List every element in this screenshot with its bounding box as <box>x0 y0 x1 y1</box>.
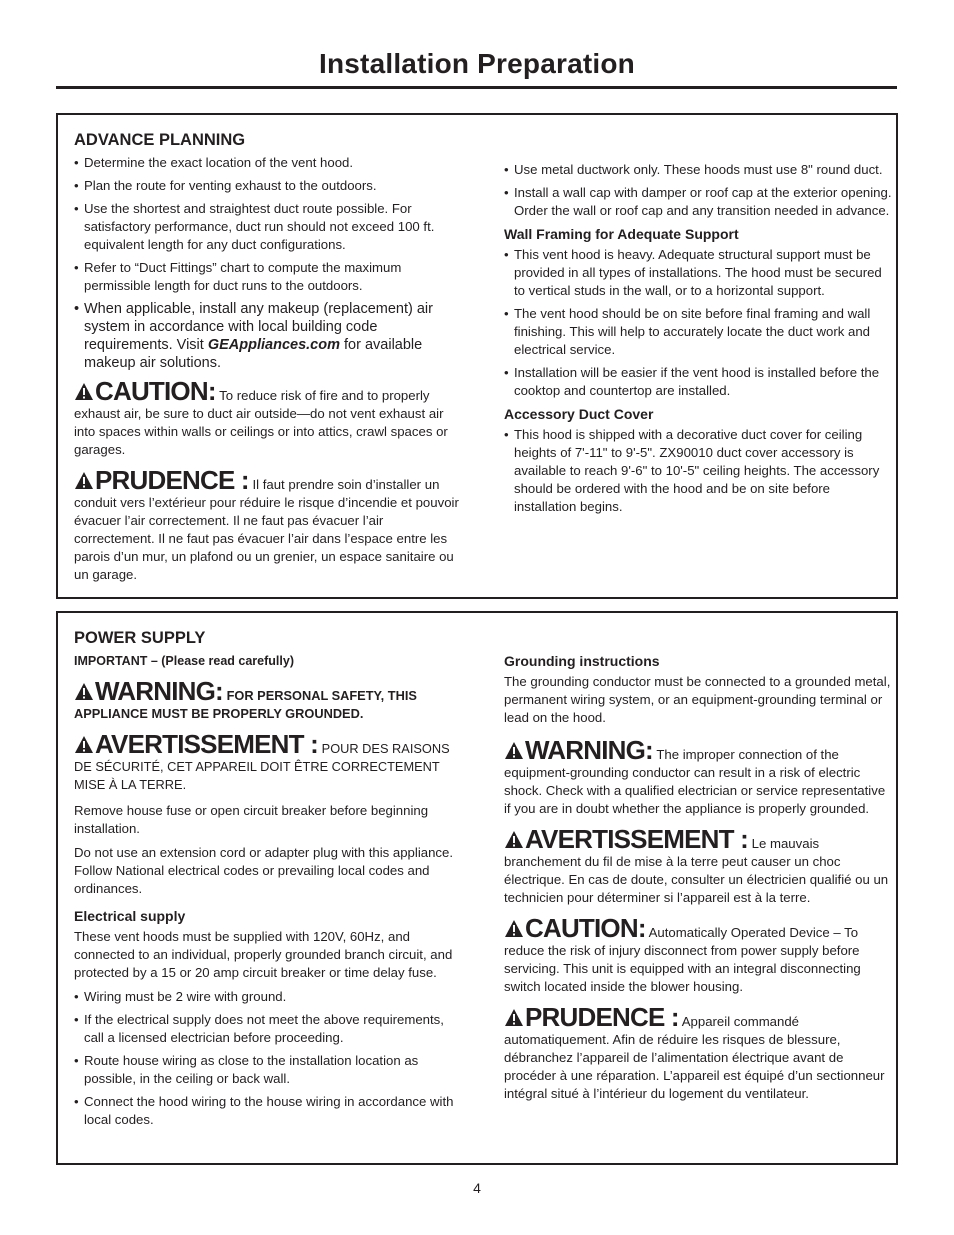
advance-planning-right-column <box>504 161 894 522</box>
prudence-text-2: Appareil commandé automatiquement. Afin de réduire les risques de blessure, débranchez l’appareil de l’alimentation électrique avant de procéder à une réparation. L’appareil est équipé d’un sectionneur intégral situé à l’intérieur du logement du ventilateur. <box>504 1014 885 1101</box>
caution-text-2: Automatically Operated Device – To reduce the risk of injury disconnect from power supply before servicing. This unit is equipped with an integral disconnecting switch located inside the blower housing. <box>504 925 861 994</box>
warning-triangle-icon <box>74 682 94 701</box>
wall-framing-list <box>504 246 894 400</box>
warning-triangle-icon <box>504 741 524 760</box>
list-item: • Install a wall cap with damper or roof cap at the exterior opening. Order the wall or roof cap and any transition needed in advance. <box>504 184 894 220</box>
warning-triangle-icon <box>504 830 524 849</box>
avertissement-text: POUR DES RAISONS DE SÉCURITÉ, CET APPAREIL DOIT ÊTRE CORRECTEMENT MISE À LA TERRE. <box>74 741 450 792</box>
list-item: • This hood is shipped with a decorative duct cover for ceiling heights of 7'-11" to 9'-5". ZX90010 duct cover accessory is available to reach 9'-6" to 10'-5" ceiling heights. The accessory should be ordered with the hood and be on site before installation begins. <box>504 426 894 516</box>
avertissement-label: AVERTISSEMENT : <box>74 729 318 759</box>
warning-triangle-icon <box>74 471 94 490</box>
page-title: Installation Preparation <box>319 48 635 79</box>
prudence-label: PRUDENCE : <box>74 465 249 495</box>
advance-planning-box <box>56 113 898 599</box>
important-note: IMPORTANT – (Please read carefully) <box>74 654 294 668</box>
accessory-duct-cover-heading: Accessory Duct Cover <box>504 406 654 422</box>
caution-label-2: CAUTION: <box>504 913 646 943</box>
avertissement-notice <box>74 731 464 794</box>
list-item: • Refer to “Duct Fittings” chart to compute the maximum permissible length for duct runs to the outdoors. <box>74 259 464 295</box>
duct-list <box>504 161 894 220</box>
paragraph: Do not use an extension cord or adapter plug with this appliance. Follow National electrical codes or prevailing local codes and ordinances. <box>74 845 454 896</box>
warning-triangle-icon <box>504 1008 524 1027</box>
list-item: • Use metal ductwork only. These hoods must use 8" round duct. <box>504 161 894 179</box>
avertissement-text-2: Le mauvais branchement du fil de mise à la terre peut causer un choc électrique. En cas de doute, consulter un électricien qualifié ou un technicien pour déterminer si l’appareil est à la terre. <box>504 836 889 905</box>
prudence-notice-2 <box>504 1004 894 1103</box>
advance-planning-left-column <box>74 131 464 592</box>
prudence-text: Il faut prendre soin d’installer un conduit vers l’extérieur pour réduire le risque d’incendie et pouvoir évacuer l’air correctement. Il ne faut pas évacuer l’air correctement. Il ne faut pas évacuer l’air dans l’espace entre les parois d’un mur, un plafond ou un grenier, un espace sanitaire ou un garage. <box>74 477 459 582</box>
electrical-supply-list <box>74 988 464 1129</box>
power-supply-right-column <box>504 653 894 1111</box>
grounding-heading: Grounding instructions <box>504 653 660 669</box>
advance-planning-heading: ADVANCE PLANNING <box>74 131 246 149</box>
power-supply-heading: POWER SUPPLY <box>74 629 206 647</box>
list-item: • Installation will be easier if the vent hood is installed before the cooktop and countertop are installed. <box>504 364 894 400</box>
title-rule <box>56 86 897 89</box>
warning-triangle-icon <box>504 919 524 938</box>
ge-appliances-link[interactable]: GEAppliances.com <box>207 337 340 353</box>
warning-triangle-icon <box>74 382 94 401</box>
warning-text-2: The improper connection of the equipment-grounding conductor can result in a risk of electric shock. Check with a qualified electrician or service representative if you are in doubt whether the appliance is properly grounded. <box>504 747 886 816</box>
list-item: • Determine the exact location of the vent hood. <box>74 154 464 172</box>
warning-text: FOR PERSONAL SAFETY, THIS APPLIANCE MUST BE PROPERLY GROUNDED. <box>74 688 417 721</box>
list-item: • The vent hood should be on site before final framing and wall finishing. This will help to accurately locate the duct work and electrical service. <box>504 305 894 359</box>
warning-notice <box>74 678 464 723</box>
electrical-supply-heading: Electrical supply <box>74 908 186 924</box>
paragraph: Remove house fuse or open circuit breaker before beginning installation. <box>74 803 429 836</box>
power-supply-left-column <box>74 629 464 1135</box>
page-number: 4 <box>473 1180 481 1196</box>
warning-notice-2 <box>504 737 894 818</box>
power-supply-box <box>56 611 898 1165</box>
grounding-text: The grounding conductor must be connected to a grounded metal, permanent wiring system, or an equipment-grounding terminal or lead on the hood. <box>504 674 891 725</box>
list-item: • Wiring must be 2 wire with ground. <box>74 988 464 1006</box>
avertissement-label-2: AVERTISSEMENT : <box>504 824 748 854</box>
warning-label: WARNING: <box>74 676 223 706</box>
caution-text: To reduce risk of fire and to properly exhaust air, be sure to duct air outside—do not vent exhaust air into spaces within walls or ceilings or into attics, crawl spaces or garages. <box>74 388 448 457</box>
makeup-air-text: When applicable, install any makeup (replacement) air system in accordance with local building code requirements. Visit <box>84 301 433 353</box>
prudence-notice <box>74 467 464 584</box>
list-item: • This vent hood is heavy. Adequate structural support must be provided in all types of installations. The hood must be secured to vertical studs in the wall, or to a horizontal support. <box>504 246 894 300</box>
accessory-duct-cover-list <box>504 426 894 516</box>
prudence-label-2: PRUDENCE : <box>504 1002 679 1032</box>
electrical-supply-text: These vent hoods must be supplied with 120V, 60Hz, and connected to an individual, properly grounded branch circuit, and protected by a 15 or 20 amp circuit breaker or time delay fuse. <box>74 929 453 980</box>
caution-notice-2 <box>504 915 894 996</box>
makeup-air-text-end: for available makeup air solutions. <box>84 337 423 371</box>
list-item: • Route house wiring as close to the installation location as possible, in the ceiling or back wall. <box>74 1052 464 1088</box>
caution-notice <box>74 378 464 459</box>
avertissement-notice-2 <box>504 826 894 907</box>
advance-planning-list <box>74 154 464 372</box>
list-item: • If the electrical supply does not meet the above requirements, call a licensed electrician before proceeding. <box>74 1011 464 1047</box>
list-item: • Plan the route for venting exhaust to the outdoors. <box>74 177 464 195</box>
list-item: • Use the shortest and straightest duct route possible. For satisfactory performance, duct run should not exceed 100 ft. equivalent length for any duct configurations. <box>74 200 464 254</box>
caution-label: CAUTION: <box>74 376 216 406</box>
makeup-air-item <box>74 300 464 372</box>
warning-triangle-icon <box>74 735 94 754</box>
list-item: • Connect the hood wiring to the house wiring in accordance with local codes. <box>74 1093 464 1129</box>
wall-framing-heading: Wall Framing for Adequate Support <box>504 226 739 242</box>
warning-label-2: WARNING: <box>504 735 653 765</box>
